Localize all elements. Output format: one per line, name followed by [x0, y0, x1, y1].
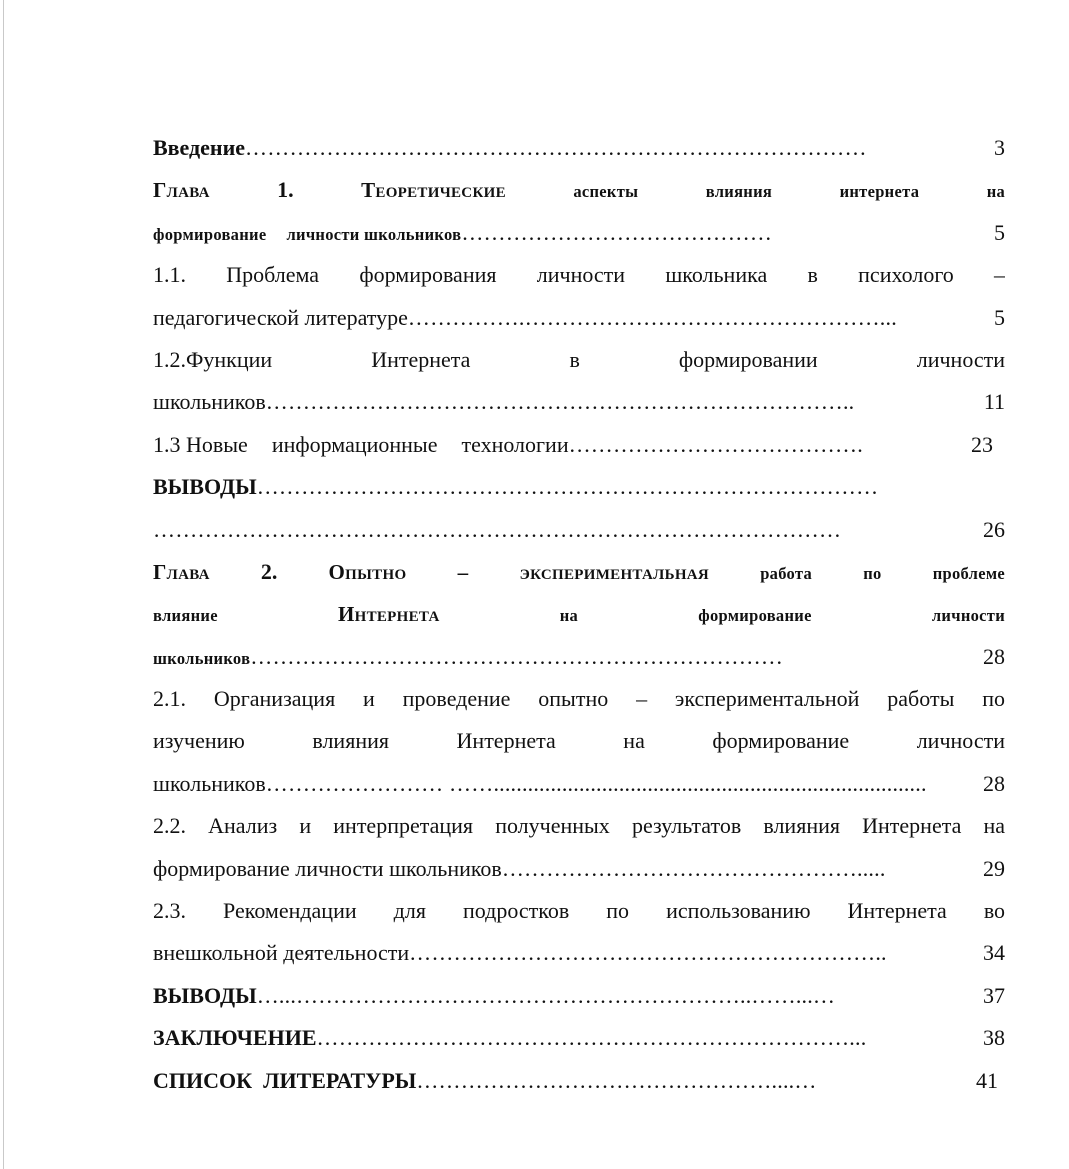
section-title-word: в	[569, 346, 580, 372]
toc-final-conclusion[interactable]	[153, 1017, 1005, 1059]
toc-section-2-2-line-1[interactable]	[153, 805, 1005, 847]
toc-section-2-3-line-1[interactable]	[153, 890, 1005, 932]
section-title-word: в	[807, 262, 818, 288]
table-of-contents	[153, 127, 1005, 1102]
section-title-word: влияния	[763, 813, 840, 839]
toc-section-2-1-line-1[interactable]	[153, 678, 1005, 720]
chapter-title-word: формирование	[153, 224, 267, 244]
section-title-word: Интернета	[456, 728, 556, 754]
toc-page-number: 28	[983, 770, 1005, 796]
section-title-word: интерпретация	[333, 813, 474, 839]
toc-page-number: 5	[994, 304, 1005, 330]
toc-label: Введение	[153, 135, 246, 160]
toc-leader-dots: …………………………………………....…	[416, 1067, 817, 1093]
section-title-word: Анализ	[208, 813, 278, 839]
section-title-word: по	[606, 898, 630, 924]
section-title-word: –	[636, 686, 648, 712]
chapter-title-word: Теоретические	[361, 178, 506, 203]
section-title-word: для	[393, 898, 426, 924]
chapter-title-word: на	[986, 182, 1005, 202]
chapter-number: 1.	[277, 177, 294, 203]
section-title: формирование личности школьников	[153, 855, 502, 881]
toc-leader-dots: …………………………………………………………………………	[245, 135, 867, 160]
toc-section-1-2-line-1[interactable]	[153, 339, 1005, 381]
section-title-word: Интернета	[847, 898, 947, 924]
section-title-word: на	[983, 813, 1005, 839]
toc-leader-dots: …………………………………………………………………………	[256, 474, 879, 500]
chapter-title-word: интернета	[839, 182, 920, 202]
toc-label: ВЫВОДЫ	[153, 474, 257, 500]
chapter-title-word: на	[559, 606, 579, 626]
toc-page-number: 3	[994, 135, 1005, 160]
section-title-word: изучению	[153, 728, 245, 754]
chapter-number: 2.	[260, 558, 278, 584]
section-title-word: полученных	[495, 813, 610, 839]
chapter-title-word: Опытно – экспериментальная	[328, 559, 710, 584]
toc-page-number: 28	[983, 643, 1005, 669]
toc-conclusions-2[interactable]	[153, 975, 1005, 1017]
toc-page-number: 41	[976, 1067, 998, 1093]
toc-section-1-3[interactable]	[153, 424, 993, 466]
toc-section-2-1-line-3[interactable]	[153, 763, 1005, 805]
section-title-word: формировании	[678, 346, 818, 372]
toc-conclusions-1-line-2[interactable]	[153, 509, 1005, 551]
toc-leader-dots: ……………………………………………………………………..	[265, 389, 855, 415]
section-title-word: использованию	[666, 898, 811, 924]
section-title: внешкольной деятельности	[153, 940, 410, 966]
section-title-word: во	[983, 898, 1005, 924]
toc-conclusions-1-line-1[interactable]	[153, 466, 988, 508]
chapter-word: Глава	[153, 559, 210, 584]
toc-leader-dots: …………………………………………………………………………………	[153, 516, 842, 542]
page-left-border	[3, 0, 4, 1169]
toc-page-number: 5	[994, 219, 1005, 245]
section-title-word: 1.1. Проблема	[153, 262, 320, 288]
chapter-title-word: работа	[760, 563, 813, 583]
section-title-word: влияния	[312, 728, 389, 754]
section-title-word: 2.2.	[153, 813, 186, 839]
toc-leader-dots: …………………… ……............................................................................	[265, 770, 927, 796]
toc-chapter-2-line-2[interactable]	[153, 593, 1005, 635]
section-title-word: экспериментальной	[674, 686, 860, 712]
section-title-word: технологии	[461, 431, 569, 457]
section-title-word: Интернета	[371, 346, 471, 372]
toc-entry-introduction[interactable]	[153, 127, 1005, 169]
toc-section-1-1-line-1[interactable]	[153, 254, 1005, 296]
toc-leader-dots: …………….…………………………………………...	[407, 304, 897, 330]
chapter-title-word: формирование	[698, 606, 812, 626]
toc-chapter-2-line-3[interactable]	[153, 636, 1005, 678]
toc-page-number: 26	[983, 516, 1005, 542]
toc-section-2-2-line-2[interactable]	[153, 848, 1005, 890]
toc-page-number: 23	[971, 431, 993, 457]
section-title-word: на	[623, 728, 645, 754]
section-title-word: и	[299, 813, 312, 839]
section-title-word: личности	[916, 346, 1005, 372]
section-title-word: и	[363, 686, 375, 712]
toc-leader-dots: ………………………………………….....	[501, 855, 886, 881]
toc-section-2-3-line-2[interactable]	[153, 932, 1005, 974]
section-title-word: Интернета	[862, 813, 962, 839]
section-title: школьников	[153, 389, 266, 415]
section-title-word: формирования	[359, 262, 497, 288]
section-title-word: Рекомендации	[223, 898, 357, 924]
section-title-word: Организация	[213, 686, 336, 712]
section-title: школьников	[153, 770, 266, 796]
chapter-title-word: проблеме	[932, 563, 1005, 583]
section-title-word: подростков	[463, 898, 570, 924]
toc-chapter-1-line-1[interactable]	[153, 169, 1005, 211]
toc-page-number: 38	[983, 1025, 1005, 1051]
section-title-word: работы	[887, 686, 955, 712]
section-title-word: результатов	[631, 813, 742, 839]
section-title-word: по	[982, 686, 1005, 712]
section-title-word: проведение	[402, 686, 511, 712]
toc-label: ЗАКЛЮЧЕНИЕ	[153, 1025, 317, 1051]
section-title: педагогической литературе	[153, 304, 408, 330]
toc-section-2-1-line-2[interactable]	[153, 720, 1005, 762]
chapter-title-word: Интернета	[337, 602, 440, 627]
toc-label: СПИСОК ЛИТЕРАТУРЫ	[153, 1067, 417, 1093]
section-title-word: 1.2.Функции	[153, 346, 273, 372]
toc-references[interactable]	[153, 1060, 998, 1102]
chapter-title-word: по	[863, 563, 882, 583]
chapter-title-word: влияние	[153, 606, 218, 626]
toc-page-number: 11	[983, 389, 1005, 415]
section-title-word: личности	[916, 728, 1005, 754]
section-title-word: формирование	[712, 728, 850, 754]
section-title-word: опытно	[538, 686, 609, 712]
toc-leader-dots: …...……………………………………………………..……...…	[256, 982, 836, 1008]
toc-leader-dots: ………………………………….	[568, 431, 863, 457]
chapter-title-word: влияния	[705, 182, 773, 202]
toc-leader-dots: ………………………………………………………..	[409, 940, 887, 966]
chapter-title-word: школьников	[153, 648, 251, 668]
chapter-title-word: личности	[931, 606, 1005, 626]
toc-section-1-1-line-2[interactable]	[153, 297, 1005, 339]
section-title-word: 2.1.	[153, 686, 186, 712]
section-title-word: информационные	[271, 431, 438, 457]
section-title-word: психолого –	[858, 262, 1005, 288]
section-title-word: 2.3.	[153, 898, 186, 924]
toc-label: ВЫВОДЫ	[153, 982, 257, 1008]
section-title-word: школьника	[665, 262, 768, 288]
toc-chapter-1-line-2[interactable]	[153, 212, 1005, 254]
toc-section-1-2-line-2[interactable]	[153, 381, 1005, 423]
chapter-title-word: аспекты	[573, 182, 639, 202]
toc-page-number: 37	[983, 982, 1005, 1008]
toc-page-number: 29	[983, 855, 1005, 881]
section-title-word: личности	[536, 262, 626, 288]
chapter-word: Глава	[153, 178, 210, 203]
chapter-title-word: личности школьников	[286, 224, 462, 244]
toc-leader-dots: ………………………………………………………………...	[316, 1025, 867, 1051]
toc-page-number: 34	[983, 940, 1005, 966]
toc-leader-dots: ………………………………………………………………	[250, 643, 784, 669]
toc-chapter-2-line-1[interactable]	[153, 551, 1005, 593]
section-title-word: 1.3 Новые	[153, 431, 248, 457]
toc-leader-dots: ……………………………………	[461, 219, 773, 245]
